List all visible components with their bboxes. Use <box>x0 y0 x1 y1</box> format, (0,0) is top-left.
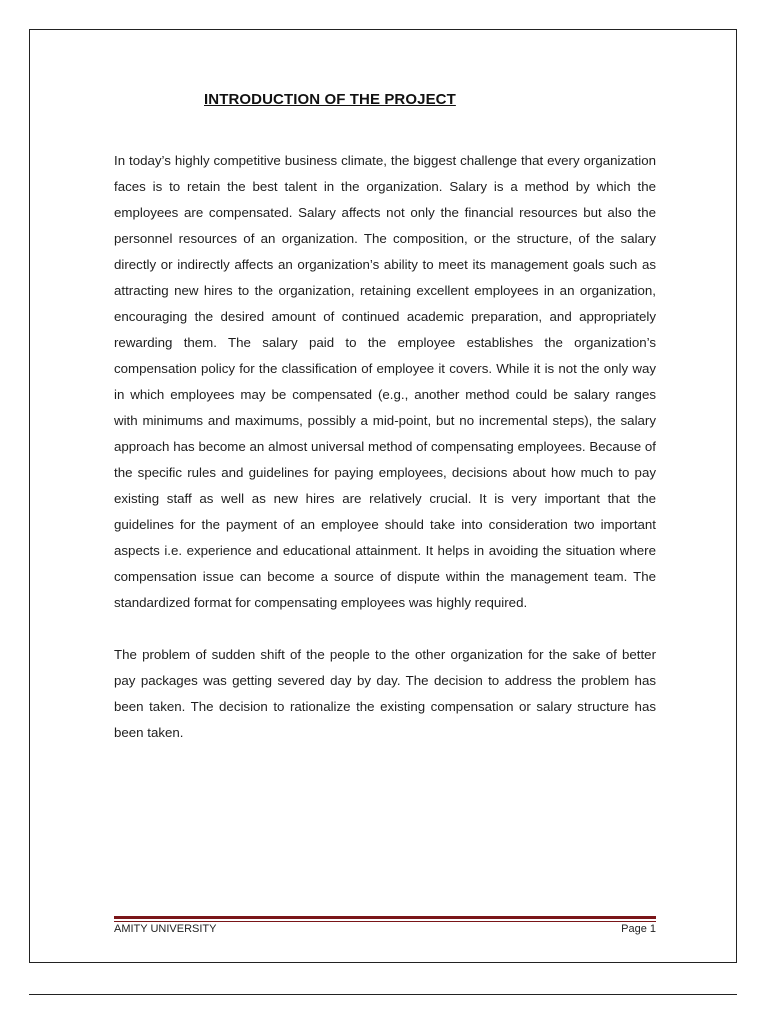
footer-rule-thin <box>114 921 656 922</box>
footer-rule-thick <box>114 916 656 919</box>
footer-page-number: Page 1 <box>621 923 656 935</box>
page-frame <box>29 29 737 963</box>
body-text <box>114 148 656 746</box>
paragraph-2: The problem of sudden shift of the people to the other organization for the sake of better pay packages was getting severed day by day. The decision to address the problem has been taken. The decision to rationalize the existing compensation or salary structure has been taken. <box>114 647 656 740</box>
footer-university: AMITY UNIVERSITY <box>114 923 217 935</box>
page-title: INTRODUCTION OF THE PROJECT <box>204 91 456 108</box>
footer-rule <box>114 916 656 922</box>
paragraph-1: In today’s highly competitive business climate, the biggest challenge that every organization faces is to retain the best talent in the organization. Salary is a method by which the employees are compensated. Salary affects not only the financial resources but also the personnel resources of an organization. The composition, or the structure, of the salary directly or indirectly affects an organization’s ability to meet its management goals such as attracting new hires to the organization, retaining excellent employees in an organization, encouraging the desired amount of continued academic preparation, and appropriately rewarding them. The salary paid to the employee establishes the organization’s compensation policy for the classification of employee it covers. While it is not the only way in which employees may be compensated (e.g., another method could be salary ranges with minimums and maximums, possibly a mid-point, but no incremental steps), the salary approach has become an almost universal method of compensating employees. Because of the specific rules and guidelines for paying employees, decisions about how much to pay existing staff as well as new hires are relatively crucial. It is very important that the guidelines for the payment of an employee should take into consideration two important aspects i.e. experience and educational attainment. It helps in avoiding the situation where compensation issue can become a source of dispute within the management team. The standardized format for compensating employees was highly required. <box>114 153 656 610</box>
next-page-top-border <box>29 994 737 995</box>
footer <box>114 923 656 935</box>
